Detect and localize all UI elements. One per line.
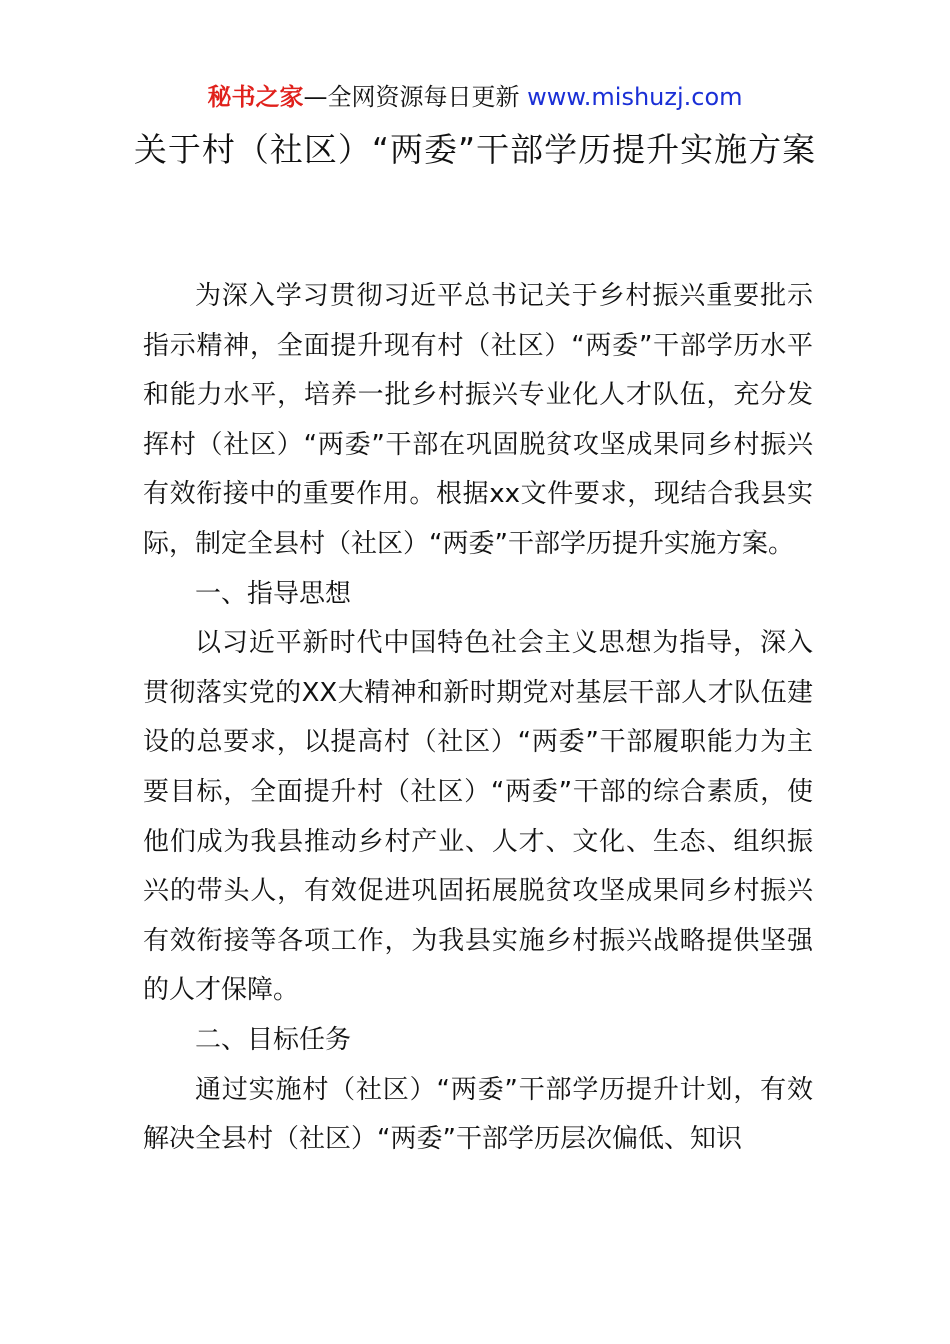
goals-tasks-paragraph: 通过实施村（社区）“两委”干部学历提升计划，有效解决全县村（社区）“两委”干部学历层次偏低、知识 — [143, 1074, 813, 1155]
section-heading-guiding-ideology: 一、指导思想 — [195, 578, 352, 609]
site-name: 秘书之家 — [207, 83, 304, 111]
intro-paragraph: 为深入学习贯彻习近平总书记关于乡村振兴重要批示指示精神，全面提升现有村（社区）“两委”干部学历水平和能力水平，培养一批乡村振兴专业化人才队伍，充分发挥村（社区）“两委”干部在巩固脱贫攻坚成果同乡村振兴有效衔接中的重要作用。根据xx文件要求，现结合我县实际，制定全县村（社区）“两委”干部学历提升实施方案。 — [143, 281, 813, 559]
document-title: 关于村（社区）“两委”干部学历提升实施方案 — [133, 130, 817, 169]
site-header — [0, 80, 950, 114]
guiding-ideology-paragraph: 以习近平新时代中国特色社会主义思想为指导，深入贯彻落实党的XX大精神和新时期党对基层干部人才队伍建设的总要求，以提高村（社区）“两委”干部履职能力为主要目标，全面提升村（社区）“两委”干部的综合素质，使他们成为我县推动乡村产业、人才、文化、生态、组织振兴的带头人，有效促进巩固拓展脱贫攻坚成果同乡村振兴有效衔接等各项工作，为我县实施乡村振兴战略提供坚强的人才保障。 — [143, 628, 813, 1006]
site-tagline: —全网资源每日更新 — [303, 83, 528, 111]
site-url[interactable]: www.mishuzj.com — [527, 83, 743, 111]
section-heading-goals-tasks: 二、目标任务 — [195, 1024, 352, 1055]
document-body — [143, 272, 813, 1165]
